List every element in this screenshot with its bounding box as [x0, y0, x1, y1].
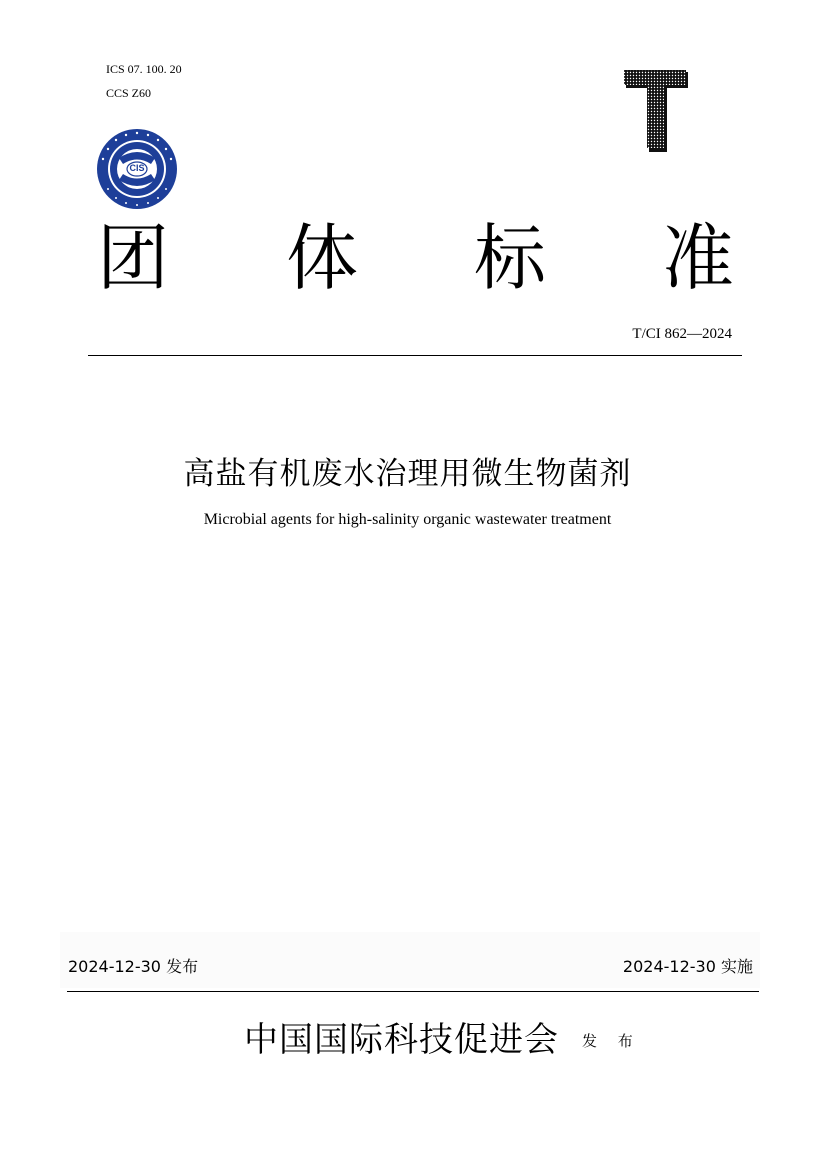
bottom-divider — [67, 991, 759, 992]
seal-text: CIS — [129, 163, 145, 173]
ccs-code: CCS Z60 — [106, 86, 152, 100]
t-mark-icon — [620, 68, 692, 152]
document-title-en: Microbial agents for high-salinity organic wastewater treatment — [203, 511, 612, 528]
standard-number: T/CI 862—2024 — [632, 326, 732, 342]
issue-label: 发 布 — [582, 1032, 641, 1050]
title-char-ti: 体 — [286, 216, 359, 300]
publish-date: 2024-12-30 发布 — [68, 957, 199, 976]
title-char-tuan: 团 — [97, 216, 170, 300]
title-char-biao: 标 — [474, 216, 547, 300]
ics-code: ICS 07. 100. 20 — [106, 62, 182, 76]
issuing-organization: 中国国际科技促进会 — [244, 1020, 559, 1060]
implement-date: 2024-12-30 实施 — [622, 957, 753, 976]
top-divider — [88, 355, 742, 356]
cis-seal-icon — [96, 128, 178, 210]
title-char-zhun: 准 — [662, 216, 735, 300]
document-title-cn: 高盐有机废水治理用微生物菌剂 — [183, 456, 632, 492]
